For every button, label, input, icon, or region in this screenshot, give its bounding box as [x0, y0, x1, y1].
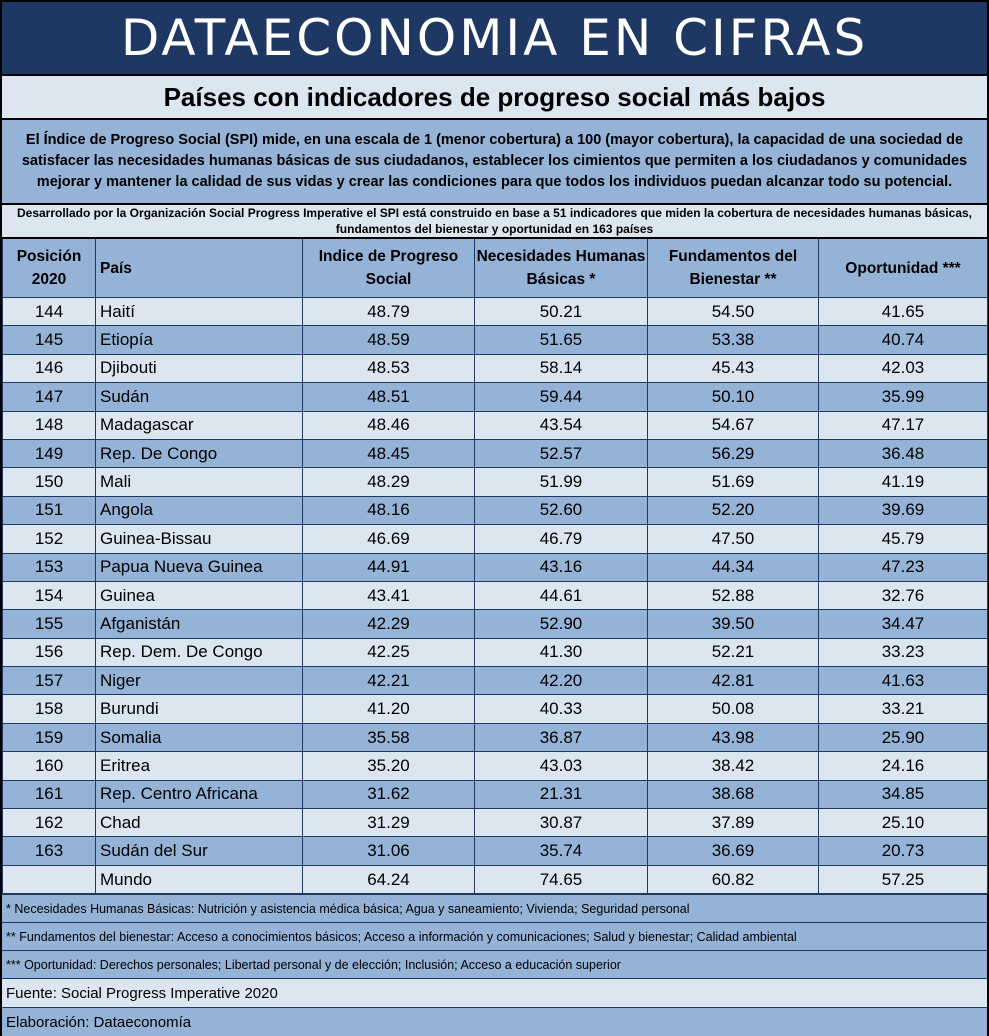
cell-opportunity: 33.23: [819, 638, 988, 666]
table-row: [3, 780, 988, 808]
header-wellbeing: Fundamentos del Bienestar **: [648, 239, 819, 298]
cell-spi: 31.29: [303, 809, 475, 837]
cell-position: 146: [3, 354, 96, 382]
cell-wellbeing: 45.43: [648, 354, 819, 382]
cell-basic-needs: 50.21: [475, 298, 648, 326]
cell-wellbeing: 37.89: [648, 809, 819, 837]
table-row: [3, 525, 988, 553]
cell-spi: 46.69: [303, 525, 475, 553]
cell-country: Somalia: [96, 723, 303, 751]
cell-position: 159: [3, 723, 96, 751]
cell-basic-needs: 51.65: [475, 326, 648, 354]
cell-basic-needs: 52.60: [475, 496, 648, 524]
header-spi: Indice de Progreso Social: [303, 239, 475, 298]
cell-basic-needs: 59.44: [475, 383, 648, 411]
cell-country: Sudán: [96, 383, 303, 411]
cell-basic-needs: 42.20: [475, 667, 648, 695]
cell-spi: 42.25: [303, 638, 475, 666]
cell-basic-needs: 52.57: [475, 439, 648, 467]
cell-basic-needs: 43.03: [475, 752, 648, 780]
cell-opportunity: 36.48: [819, 439, 988, 467]
cell-country: Haití: [96, 298, 303, 326]
cell-spi: 43.41: [303, 581, 475, 609]
cell-opportunity: 34.85: [819, 780, 988, 808]
cell-opportunity: 41.19: [819, 468, 988, 496]
cell-position: 161: [3, 780, 96, 808]
cell-wellbeing: 47.50: [648, 525, 819, 553]
cell-country: Rep. Centro Africana: [96, 780, 303, 808]
cell-opportunity: 25.90: [819, 723, 988, 751]
cell-position: 154: [3, 581, 96, 609]
cell-opportunity: 39.69: [819, 496, 988, 524]
cell-position: 157: [3, 667, 96, 695]
cell-basic-needs: 35.74: [475, 837, 648, 865]
cell-position: 148: [3, 411, 96, 439]
cell-spi: 48.16: [303, 496, 475, 524]
cell-position: 156: [3, 638, 96, 666]
cell-country: Guinea: [96, 581, 303, 609]
table-row: [3, 411, 988, 439]
cell-wellbeing: 50.08: [648, 695, 819, 723]
cell-country: Etiopía: [96, 326, 303, 354]
page-title: Países con indicadores de progreso social más bajos: [2, 76, 987, 120]
cell-country: Niger: [96, 667, 303, 695]
cell-spi: 41.20: [303, 695, 475, 723]
table-row: [3, 354, 988, 382]
cell-wellbeing: 53.38: [648, 326, 819, 354]
cell-opportunity: 35.99: [819, 383, 988, 411]
cell-wellbeing: 39.50: [648, 610, 819, 638]
cell-basic-needs: 36.87: [475, 723, 648, 751]
cell-position: 150: [3, 468, 96, 496]
cell-basic-needs: 58.14: [475, 354, 648, 382]
cell-position: 147: [3, 383, 96, 411]
cell-opportunity: 34.47: [819, 610, 988, 638]
table-header-row: [3, 239, 988, 298]
banner-title: DATAECONOMIA EN CIFRAS: [120, 9, 869, 67]
cell-spi: 31.62: [303, 780, 475, 808]
cell-spi: 42.29: [303, 610, 475, 638]
table-row: [3, 809, 988, 837]
cell-wellbeing: 42.81: [648, 667, 819, 695]
cell-country: Angola: [96, 496, 303, 524]
cell-wellbeing: 54.67: [648, 411, 819, 439]
cell-opportunity: 41.63: [819, 667, 988, 695]
header-basic-needs: Necesidades Humanas Básicas *: [475, 239, 648, 298]
table-body: [3, 298, 988, 894]
cell-wellbeing: 56.29: [648, 439, 819, 467]
elaboration-line: Elaboración: Dataeconomía: [2, 1007, 987, 1036]
cell-basic-needs: 44.61: [475, 581, 648, 609]
cell-position: 163: [3, 837, 96, 865]
cell-basic-needs: 46.79: [475, 525, 648, 553]
cell-spi: 48.59: [303, 326, 475, 354]
source-line: Fuente: Social Progress Imperative 2020: [2, 978, 987, 1007]
cell-position: 151: [3, 496, 96, 524]
cell-opportunity: 57.25: [819, 865, 988, 893]
cell-country: Eritrea: [96, 752, 303, 780]
cell-opportunity: 40.74: [819, 326, 988, 354]
header-country: País: [96, 239, 303, 298]
cell-opportunity: 42.03: [819, 354, 988, 382]
cell-wellbeing: 38.68: [648, 780, 819, 808]
cell-wellbeing: 52.88: [648, 581, 819, 609]
cell-wellbeing: 36.69: [648, 837, 819, 865]
description: El Índice de Progreso Social (SPI) mide, en una escala de 1 (menor cobertura) a 100 (mayor cobertura), la capacidad de una sociedad de satisfacer las necesidades humanas básicas de sus ciudadanos, establecer los cimientos que permiten a los ciudadanos y comunidades mejorar y mantener la calidad de sus vidas y crear las condiciones para que todos los individuos puedan alcanzar todo su potencial.: [2, 120, 987, 205]
cell-country: Afganistán: [96, 610, 303, 638]
cell-basic-needs: 43.54: [475, 411, 648, 439]
footnote-wellbeing: ** Fundamentos del bienestar: Acceso a conocimientos básicos; Acceso a información y comunicaciones; Salud y bienestar; Calidad ambiental: [2, 922, 987, 950]
table-row: [3, 383, 988, 411]
footnote-opportunity: *** Oportunidad: Derechos personales; Libertad personal y de elección; Inclusión; Acceso a educación superior: [2, 950, 987, 978]
cell-spi: 48.53: [303, 354, 475, 382]
footnote-basic-needs: * Necesidades Humanas Básicas: Nutrición y asistencia médica básica; Agua y saneamiento; Vivienda; Seguridad personal: [2, 894, 987, 922]
cell-basic-needs: 51.99: [475, 468, 648, 496]
table-row: [3, 326, 988, 354]
cell-spi: 35.58: [303, 723, 475, 751]
developed-by-note: Desarrollado por la Organización Social Progress Imperative el SPI está construido en base a 51 indicadores que miden la cobertura de necesidades humanas básicas, fundamentos del bienestar y oportunidad en 163 países: [2, 205, 987, 239]
cell-country: Djibouti: [96, 354, 303, 382]
cell-spi: 31.06: [303, 837, 475, 865]
table-row: [3, 439, 988, 467]
cell-basic-needs: 43.16: [475, 553, 648, 581]
cell-country: Guinea-Bissau: [96, 525, 303, 553]
cell-country: Rep. De Congo: [96, 439, 303, 467]
cell-opportunity: 25.10: [819, 809, 988, 837]
cell-basic-needs: 30.87: [475, 809, 648, 837]
table-row: [3, 553, 988, 581]
cell-position: [3, 865, 96, 893]
cell-opportunity: 32.76: [819, 581, 988, 609]
cell-position: 144: [3, 298, 96, 326]
cell-wellbeing: 52.20: [648, 496, 819, 524]
table-row: [3, 695, 988, 723]
cell-position: 152: [3, 525, 96, 553]
cell-country: Mundo: [96, 865, 303, 893]
table-row: [3, 723, 988, 751]
cell-position: 145: [3, 326, 96, 354]
cell-position: 162: [3, 809, 96, 837]
cell-spi: 64.24: [303, 865, 475, 893]
cell-wellbeing: 44.34: [648, 553, 819, 581]
banner: [2, 2, 987, 76]
cell-opportunity: 45.79: [819, 525, 988, 553]
cell-wellbeing: 60.82: [648, 865, 819, 893]
cell-spi: 35.20: [303, 752, 475, 780]
header-position: Posición 2020: [3, 239, 96, 298]
cell-position: 153: [3, 553, 96, 581]
cell-basic-needs: 74.65: [475, 865, 648, 893]
cell-country: Rep. Dem. De Congo: [96, 638, 303, 666]
cell-spi: 48.45: [303, 439, 475, 467]
spi-table: [2, 239, 988, 894]
table-row: [3, 496, 988, 524]
cell-position: 155: [3, 610, 96, 638]
cell-country: Sudán del Sur: [96, 837, 303, 865]
cell-basic-needs: 52.90: [475, 610, 648, 638]
table-row: [3, 865, 988, 893]
cell-spi: 44.91: [303, 553, 475, 581]
cell-basic-needs: 40.33: [475, 695, 648, 723]
cell-country: Burundi: [96, 695, 303, 723]
cell-opportunity: 47.23: [819, 553, 988, 581]
cell-country: Chad: [96, 809, 303, 837]
cell-opportunity: 47.17: [819, 411, 988, 439]
cell-basic-needs: 21.31: [475, 780, 648, 808]
table-row: [3, 610, 988, 638]
cell-opportunity: 41.65: [819, 298, 988, 326]
table-row: [3, 752, 988, 780]
table-row: [3, 298, 988, 326]
cell-opportunity: 24.16: [819, 752, 988, 780]
cell-position: 158: [3, 695, 96, 723]
cell-country: Mali: [96, 468, 303, 496]
cell-wellbeing: 43.98: [648, 723, 819, 751]
cell-spi: 48.51: [303, 383, 475, 411]
cell-position: 160: [3, 752, 96, 780]
cell-basic-needs: 41.30: [475, 638, 648, 666]
cell-country: Madagascar: [96, 411, 303, 439]
cell-spi: 48.29: [303, 468, 475, 496]
header-opportunity: Oportunidad ***: [819, 239, 988, 298]
cell-country: Papua Nueva Guinea: [96, 553, 303, 581]
cell-wellbeing: 50.10: [648, 383, 819, 411]
cell-wellbeing: 52.21: [648, 638, 819, 666]
cell-wellbeing: 54.50: [648, 298, 819, 326]
cell-wellbeing: 38.42: [648, 752, 819, 780]
cell-opportunity: 20.73: [819, 837, 988, 865]
table-row: [3, 837, 988, 865]
cell-spi: 42.21: [303, 667, 475, 695]
cell-spi: 48.46: [303, 411, 475, 439]
cell-spi: 48.79: [303, 298, 475, 326]
table-row: [3, 638, 988, 666]
table-row: [3, 581, 988, 609]
cell-opportunity: 33.21: [819, 695, 988, 723]
cell-position: 149: [3, 439, 96, 467]
cell-wellbeing: 51.69: [648, 468, 819, 496]
table-row: [3, 667, 988, 695]
table-row: [3, 468, 988, 496]
